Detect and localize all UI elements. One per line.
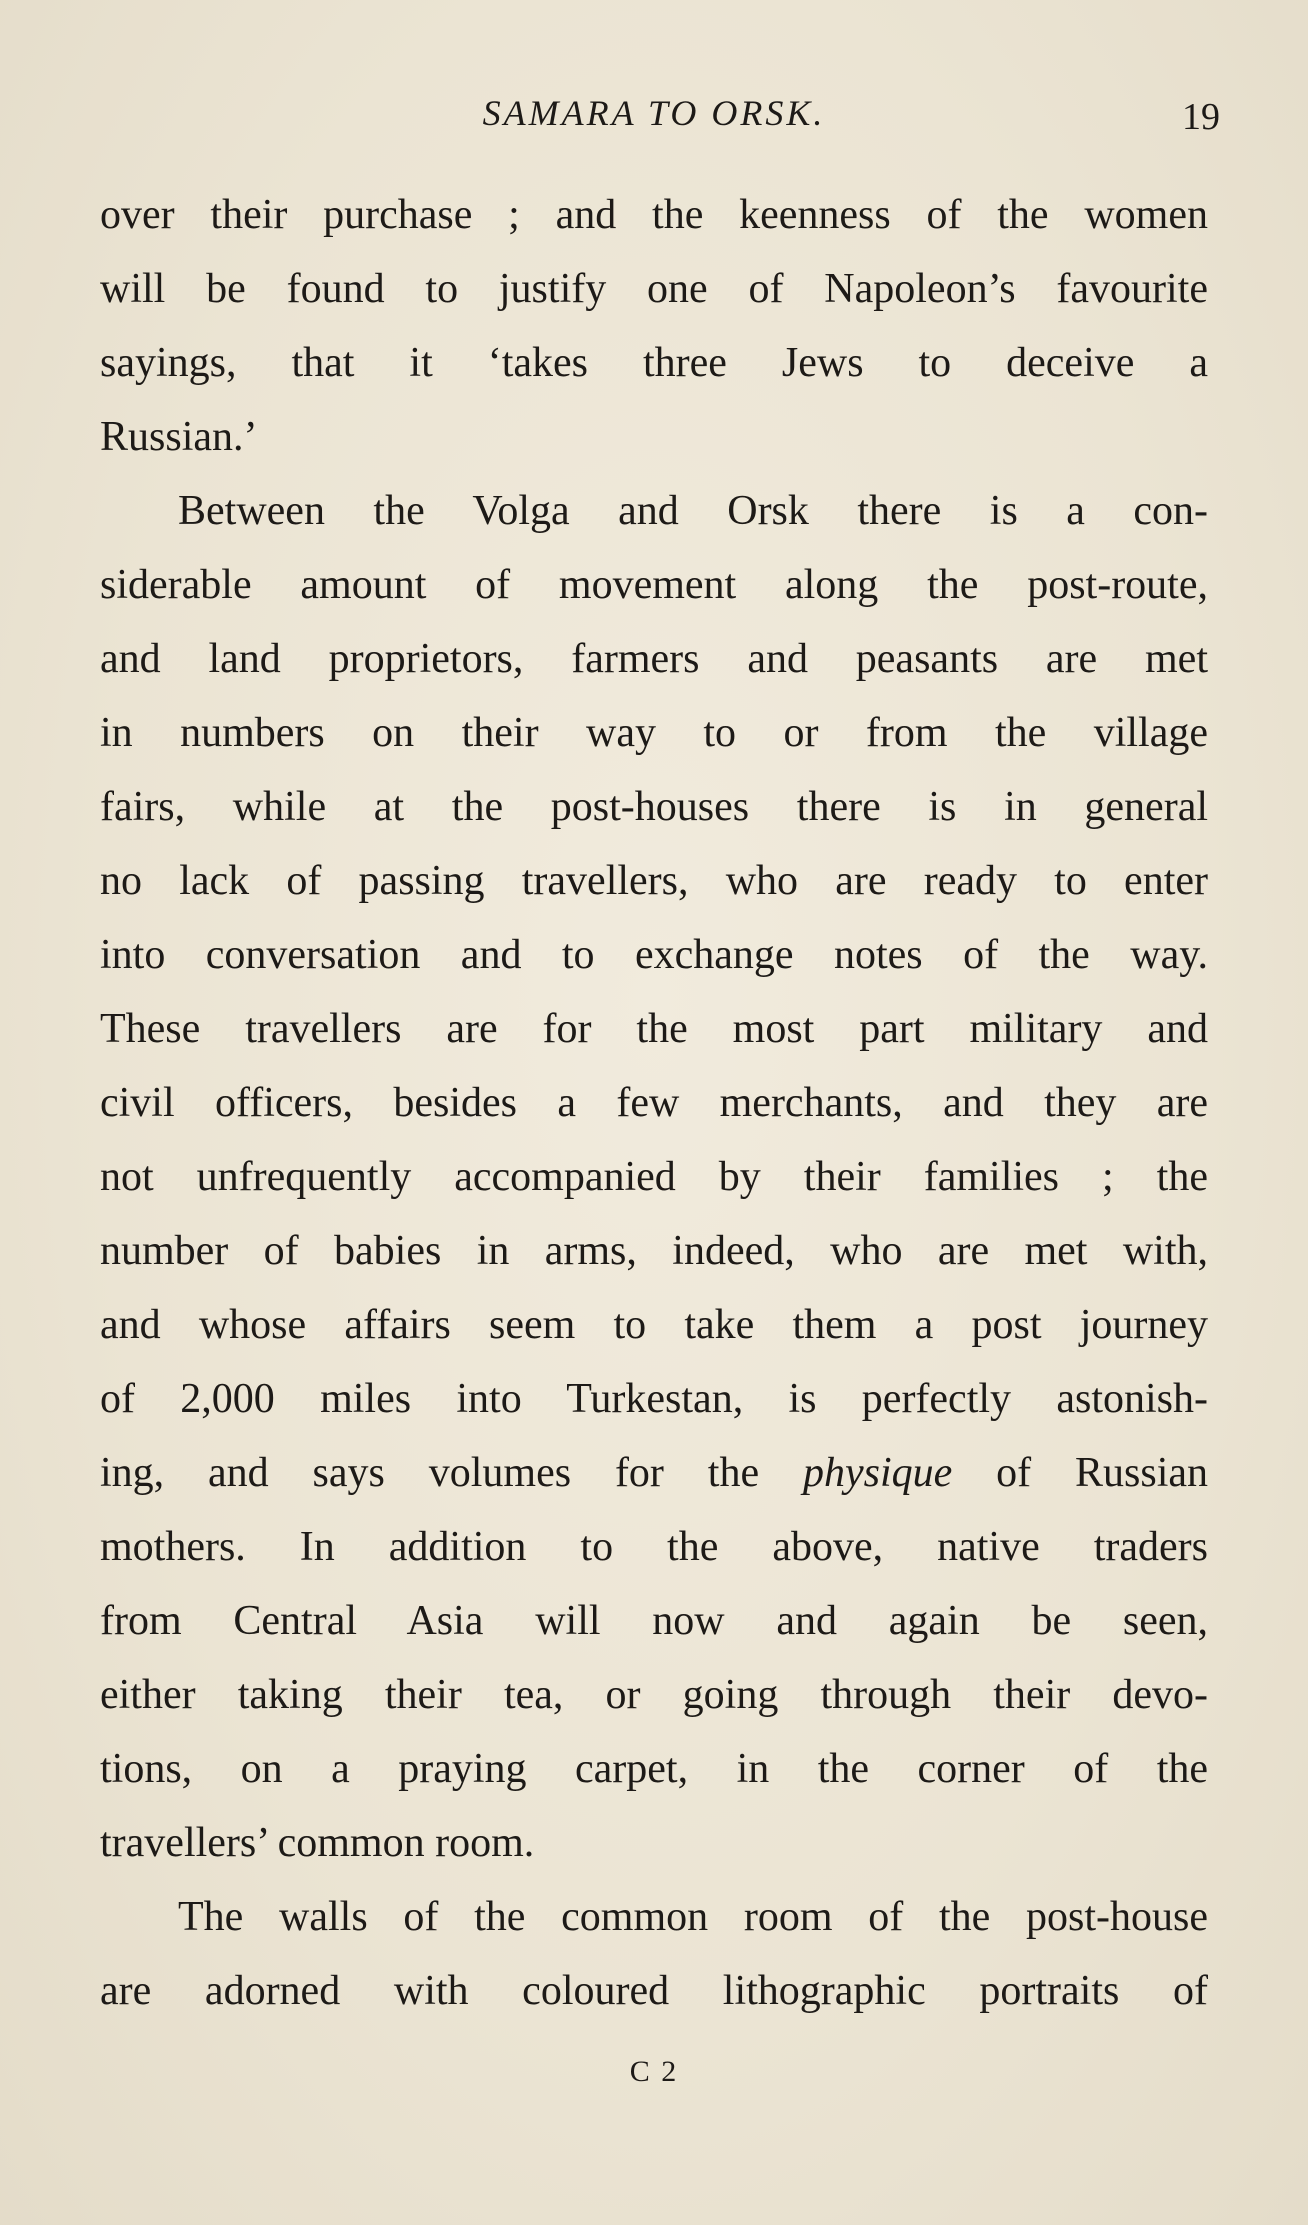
text-line: mothers. In addition to the above, native traders — [100, 1524, 1208, 1570]
text-line: not unfrequently accompanied by their families ; the — [100, 1154, 1208, 1200]
italic-word: physique — [802, 1450, 953, 1496]
text-line: either taking their tea, or going through their devo- — [100, 1672, 1208, 1718]
text-line: are adorned with coloured lithographic portraits of — [100, 1968, 1208, 2014]
text-line: sayings, that it ‘takes three Jews to deceive a — [100, 340, 1208, 386]
running-title: SAMARA TO ORSK. — [482, 93, 826, 133]
text-line: siderable amount of movement along the post-route, — [100, 562, 1208, 608]
text-segment: ing, and says volumes for the — [100, 1450, 803, 1496]
text-line: Between the Volga and Orsk there is a con- — [178, 488, 1208, 534]
page-number: 19 — [1182, 96, 1220, 138]
text-line: into conversation and to exchange notes of the way. — [100, 932, 1208, 978]
signature-mark: C 2 — [629, 2055, 679, 2088]
text-line: in numbers on their way to or from the village — [100, 710, 1208, 756]
text-line: fairs, while at the post-houses there is in general — [100, 784, 1208, 830]
running-head — [0, 88, 1308, 138]
text-line: civil officers, besides a few merchants, and they are — [100, 1080, 1208, 1126]
text-line: and whose affairs seem to take them a post journey — [100, 1302, 1208, 1348]
text-line — [100, 1436, 1208, 1510]
text-line: and land proprietors, farmers and peasants are met — [100, 636, 1208, 682]
text-line: no lack of passing travellers, who are ready to enter — [100, 858, 1208, 904]
text-line: of 2,000 miles into Turkestan, is perfectly astonish- — [100, 1376, 1208, 1422]
text-line: will be found to justify one of Napoleon’s favourite — [100, 266, 1208, 312]
text-line: from Central Asia will now and again be seen, — [100, 1598, 1208, 1644]
text-line: number of babies in arms, indeed, who are met with, — [100, 1228, 1208, 1274]
text-line: tions, on a praying carpet, in the corner of the — [100, 1746, 1208, 1792]
text-segment: of Russian — [952, 1450, 1208, 1496]
text-line: over their purchase ; and the keenness of the women — [100, 192, 1208, 238]
text-line: travellers’ common room. — [100, 1820, 535, 1866]
text-line: Russian.’ — [100, 414, 258, 460]
body-text — [100, 178, 1208, 2028]
text-line: These travellers are for the most part military and — [100, 1006, 1208, 1052]
text-line: The walls of the common room of the post-house — [178, 1894, 1208, 1940]
